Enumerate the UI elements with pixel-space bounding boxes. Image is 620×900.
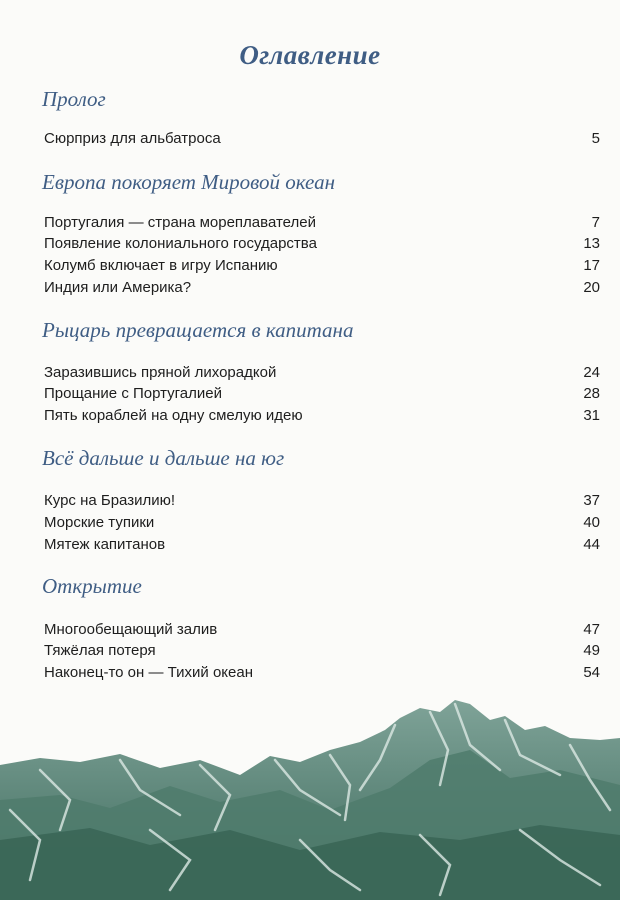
page-title: Оглавление [239,40,381,70]
toc-entry[interactable] [44,662,600,684]
toc-entry-title: Прощание с Португалией [44,385,223,402]
toc-entry-page: 20 [583,279,600,296]
toc-entry[interactable] [44,619,600,641]
mountains-illustration [0,690,620,900]
toc-entry-page: 28 [583,385,600,402]
toc-entry-title: Многообещающий залив [44,621,218,638]
toc-entry[interactable] [44,534,600,556]
toc-entry-title: Пять кораблей на одну смелую идею [44,407,303,424]
section-heading-discovery: Открытие [42,574,142,598]
toc-entry-title: Колумб включает в игру Испанию [44,257,278,274]
toc-entry[interactable] [44,233,600,255]
toc-entry-page: 54 [583,664,600,681]
toc-entry-page: 13 [583,235,600,252]
section-heading-knight: Рыцарь превращается в капитана [42,318,354,342]
toc-entry-page: 49 [583,642,600,659]
toc-entry[interactable] [44,212,600,234]
toc-entry-page: 40 [583,514,600,531]
section-heading-europe: Европа покоряет Мировой океан [42,170,336,194]
toc-entry-title: Морские тупики [44,514,155,531]
toc-entry[interactable] [44,128,600,150]
toc-entry-title: Португалия — страна мореплавателей [44,214,316,231]
toc-entry-page: 17 [583,257,600,274]
toc-entry-title: Сюрприз для альбатроса [44,130,221,147]
toc-entry-title: Появление колониального государства [44,235,317,252]
section-heading-prologue: Пролог [42,87,106,111]
toc-entry[interactable] [44,255,600,277]
toc-entry[interactable] [44,640,600,662]
toc-entry-title: Наконец-то он — Тихий океан [44,664,253,681]
toc-entry[interactable] [44,512,600,534]
toc-entry-page: 37 [583,492,600,509]
section-heading-south: Всё дальше и дальше на юг [42,446,285,470]
toc-entry-title: Индия или Америка? [44,279,192,296]
toc-entry-page: 31 [583,407,600,424]
toc-entry-page: 47 [583,621,600,638]
toc-entry[interactable] [44,490,600,512]
toc-entry[interactable] [44,277,600,299]
toc-entry-page: 24 [583,364,600,381]
toc-entry-title: Заразившись пряной лихорадкой [44,364,277,381]
toc-entry-title: Тяжёлая потеря [44,642,156,659]
toc-entry[interactable] [44,362,600,384]
toc-entry-title: Мятеж капитанов [44,536,166,553]
toc-entry[interactable] [44,383,600,405]
toc-entry-page: 5 [591,130,600,147]
toc-entry-page: 7 [591,214,600,231]
toc-entry-page: 44 [583,536,600,553]
toc-entry-title: Курс на Бразилию! [44,492,176,509]
toc-entry[interactable] [44,405,600,427]
